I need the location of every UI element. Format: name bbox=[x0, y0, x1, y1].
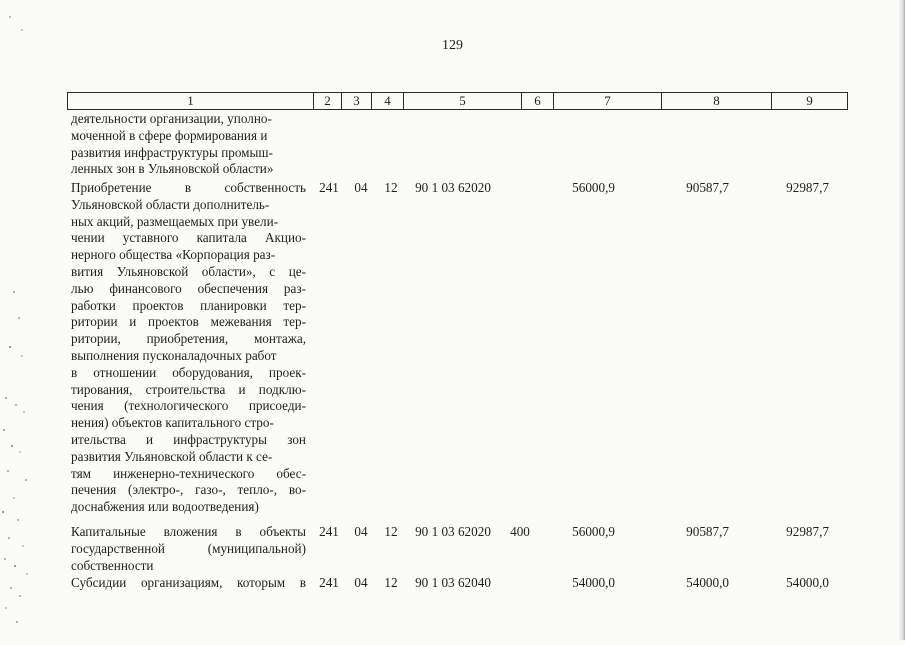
table-row-description bbox=[71, 524, 306, 574]
amount-year-2: 90587,7 bbox=[686, 524, 729, 539]
description-line: доснабжения или водоотведения) bbox=[71, 499, 259, 515]
column-header-3: 3 bbox=[342, 93, 372, 109]
table-header-row bbox=[67, 92, 848, 110]
column-header-9: 9 bbox=[806, 93, 813, 108]
description-line: тям инженерно-технического обес- bbox=[71, 465, 306, 481]
description-line: государственной (муниципальной) bbox=[71, 540, 306, 556]
amount-year-2: 90587,7 bbox=[686, 180, 729, 195]
description-line: Капитальные вложения в объекты bbox=[71, 524, 306, 539]
description-line: ритории, приобретения, монтажа, bbox=[71, 331, 306, 347]
page-number: 129 bbox=[442, 38, 463, 53]
column-header-5: 5 bbox=[404, 93, 522, 109]
column-header-2: 2 bbox=[314, 93, 342, 109]
section-code: 04 bbox=[354, 575, 368, 590]
description-line: развития Ульяновской области к се- bbox=[71, 448, 273, 464]
column-header-1: 1 bbox=[68, 93, 314, 109]
description-line: чении уставного капитала Акцио- bbox=[71, 230, 306, 246]
description-line: Ульяновской области дополнитель- bbox=[71, 196, 270, 212]
scan-margin-speckles bbox=[0, 0, 28, 640]
amount-year-3: 92987,7 bbox=[786, 180, 829, 195]
description-line: моченной в сфере формирования и bbox=[71, 127, 268, 143]
description-line: ленных зон в Ульяновской области» bbox=[71, 161, 274, 177]
amount-year-3: 92987,7 bbox=[786, 524, 829, 539]
amount-year-3: 54000,0 bbox=[786, 575, 829, 590]
description-line: Приобретение в собственность bbox=[71, 180, 306, 195]
description-line: в отношении оборудования, проек- bbox=[71, 364, 306, 380]
expense-type-code: 400 bbox=[510, 524, 530, 539]
ministry-code: 241 bbox=[319, 575, 339, 590]
description-line: ительства и инфраструктуры зон bbox=[71, 431, 306, 447]
table-row-description bbox=[71, 575, 306, 592]
subsection-code: 12 bbox=[384, 180, 398, 195]
description-line: Субсидии организациям, которым в bbox=[71, 575, 306, 590]
amount-year-1: 54000,0 bbox=[572, 575, 615, 590]
target-article-code: 90 1 03 62020 bbox=[415, 180, 491, 195]
description-line: собственности bbox=[71, 557, 154, 573]
column-header-4: 4 bbox=[372, 93, 404, 109]
scan-right-edge bbox=[899, 0, 905, 640]
description-line: ритории и проектов межевания тер- bbox=[71, 314, 306, 330]
description-line: чения (технологического присоеди- bbox=[71, 398, 306, 414]
section-code: 04 bbox=[354, 180, 368, 195]
description-line: печения (электро-, газо-, тепло-, во- bbox=[71, 482, 306, 498]
amount-year-1: 56000,9 bbox=[572, 180, 615, 195]
table-row-description bbox=[71, 180, 306, 516]
description-line: деятельности организации, уполно- bbox=[71, 111, 272, 126]
column-header-8: 8 bbox=[662, 93, 772, 109]
ministry-code: 241 bbox=[319, 524, 339, 539]
target-article-code: 90 1 03 62040 bbox=[415, 575, 491, 590]
description-line: нерного общества «Корпорация раз- bbox=[71, 247, 276, 263]
description-line: развития инфраструктуры промыш- bbox=[71, 144, 273, 160]
description-line: выполнения пусконаладочных работ bbox=[71, 347, 277, 363]
column-header-6: 6 bbox=[522, 93, 554, 109]
amount-year-1: 56000,9 bbox=[572, 524, 615, 539]
description-line: нения) объектов капитального стро- bbox=[71, 415, 274, 431]
subsection-code: 12 bbox=[384, 524, 398, 539]
subsection-code: 12 bbox=[384, 575, 398, 590]
ministry-code: 241 bbox=[319, 180, 339, 195]
amount-year-2: 54000,0 bbox=[686, 575, 729, 590]
column-header-7: 7 bbox=[554, 93, 662, 109]
description-line: лью финансового обеспечения раз- bbox=[71, 280, 306, 296]
description-line: ных акций, размещаемых при увели- bbox=[71, 213, 279, 229]
description-line: тирования, строительства и подклю- bbox=[71, 381, 306, 397]
section-code: 04 bbox=[354, 524, 368, 539]
table-row-description bbox=[71, 111, 306, 178]
target-article-code: 90 1 03 62020 bbox=[415, 524, 491, 539]
description-line: работки проектов планировки тер- bbox=[71, 297, 306, 313]
description-line: вития Ульяновской области», с це- bbox=[71, 263, 306, 279]
